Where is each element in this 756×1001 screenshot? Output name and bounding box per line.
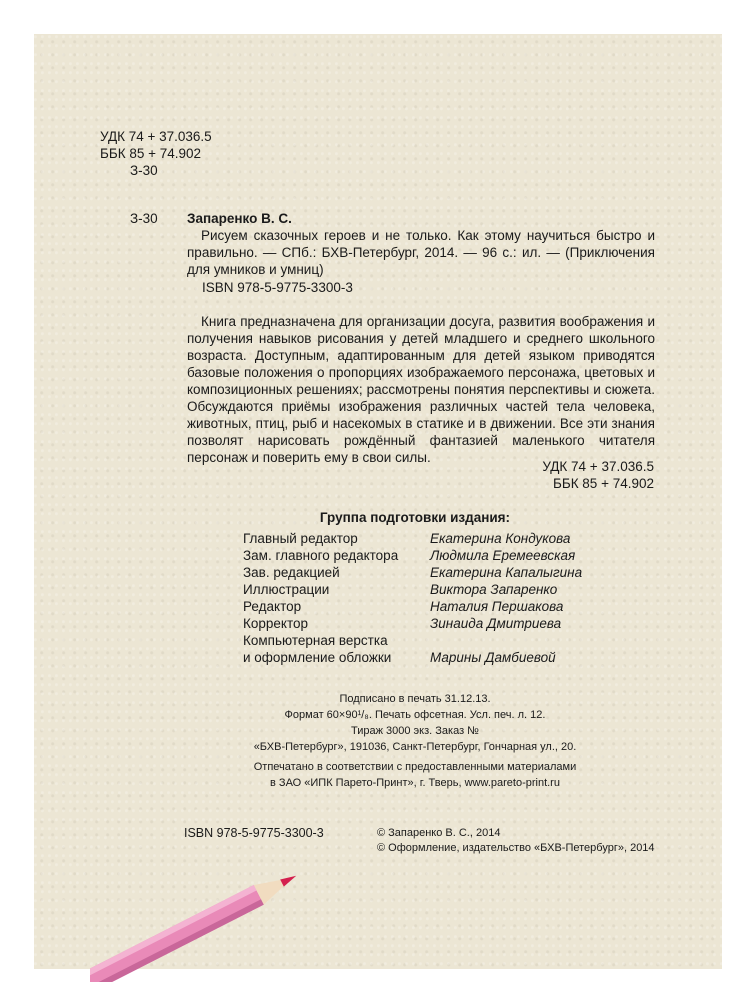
pencil-icon [90, 862, 330, 982]
entry-description: Рисуем сказочных героев и не только. Как этому научиться быстро и правильно. — СПб.: БХВ-Петербург, 2014. — 96 с.: ил. — (Приключения для умников и умниц) [187, 228, 655, 277]
team-title: Группа подготовки издания: [319, 510, 511, 525]
team-role: Зам. главного редактора [243, 548, 399, 563]
classification-bbk: ББК 85 + 74.902 [552, 476, 654, 491]
team-role: Корректор [243, 616, 309, 631]
team-name: Марины Дамбиевой [430, 650, 556, 665]
team-role: и оформление обложки [243, 650, 392, 665]
entry-sign: З-30 [130, 211, 158, 226]
header-bbk: ББК 85 + 74.902 [100, 146, 202, 161]
team-name: Наталия Першакова [430, 599, 564, 614]
team-name: Екатерина Кондукова [430, 531, 571, 546]
pencil-lead [280, 872, 298, 886]
team-role: Редактор [243, 599, 302, 614]
imprint-line: «БХВ-Петербург», 191036, Санкт-Петербург, Гончарная ул., 20. [253, 741, 577, 753]
imprint-line: Подписано в печать 31.12.13. [339, 693, 491, 705]
team-name: Виктора Запаренко [430, 582, 558, 597]
entry-author: Запаренко В. С. [187, 211, 292, 226]
team-role: Главный редактор [243, 531, 358, 546]
classification-udk: УДК 74 + 37.036.5 [542, 459, 654, 474]
imprint-line: Формат 60×90¹/₈. Печать офсетная. Усл. печ. л. 12. [284, 709, 546, 721]
imprint-line: Тираж 3000 экз. Заказ № [351, 725, 479, 737]
team-name: Екатерина Капалыгина [430, 565, 583, 580]
imprint-line: Отпечатано в соответствии с предоставленными материалами [253, 761, 577, 773]
team-name: Зинаида Дмитриева [430, 616, 562, 631]
header-author-sign: З-30 [130, 163, 158, 178]
entry-annotation: Книга предназначена для организации досуга, развития воображения и получения навыков рисования у детей младшего и среднего школьного возраста. Доступным, адаптированным для детей языком приводятся базовые положения о пропорциях изображаемого персонажа, цветовых и композиционных решениях; рассмотрены понятия перспективы и сюжета. Обсуждаются приёмы изображения различных частей тела человека, животных, птиц, рыб и насекомых в статике и в движении. Все эти знания позволят нарисовать рождённый фантазией маленького читателя персонаж и поверить ему в свои силы. [187, 314, 655, 465]
footer-isbn: ISBN 978-5-9775-3300-3 [184, 826, 324, 840]
team-role: Иллюстрации [243, 582, 330, 597]
footer-copyright-publisher: © Оформление, издательство «БХВ-Петербург», 2014 [377, 842, 655, 854]
team-name: Людмила Еремеевская [430, 548, 576, 563]
imprint-line: в ЗАО «ИПК Парето-Принт», г. Тверь, www.pareto-print.ru [270, 777, 560, 789]
footer-copyright-author: © Запаренко В. С., 2014 [377, 827, 501, 839]
team-role: Компьютерная верстка [243, 633, 388, 648]
team-role: Зав. редакцией [243, 565, 340, 580]
entry-isbn: ISBN 978-5-9775-3300-3 [202, 280, 353, 295]
header-udk: УДК 74 + 37.036.5 [100, 129, 212, 144]
